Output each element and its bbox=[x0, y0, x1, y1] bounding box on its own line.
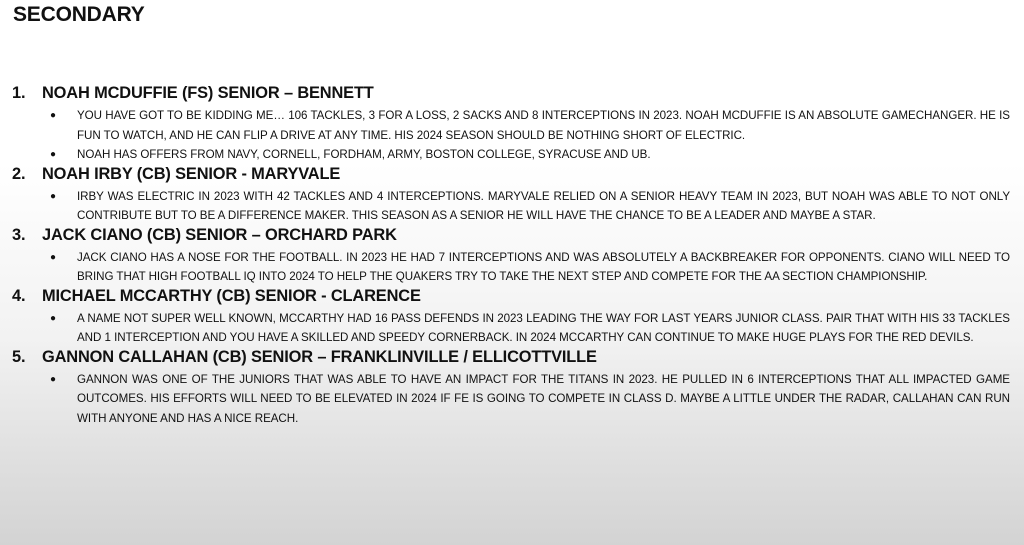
bullet-icon: ● bbox=[50, 373, 57, 385]
player-name: NOAH IRBY (CB) SENIOR - MARYVALE bbox=[42, 164, 341, 183]
player-item bbox=[12, 287, 1010, 348]
slide-title: SECONDARY bbox=[13, 3, 145, 26]
note-text: NOAH HAS OFFERS FROM NAVY, CORNELL, FORDHAM, ARMY, BOSTON COLLEGE, SYRACUSE AND UB. bbox=[77, 148, 651, 161]
note-item bbox=[49, 370, 1010, 429]
player-name: GANNON CALLAHAN (CB) SENIOR – FRANKLINVILLE / ELLICOTTVILLE bbox=[42, 347, 597, 366]
player-number: 2. bbox=[12, 164, 26, 183]
note-item bbox=[49, 145, 1010, 165]
player-notes bbox=[12, 248, 1010, 287]
player-notes bbox=[12, 309, 1010, 348]
note-item bbox=[49, 187, 1010, 226]
bullet-icon: ● bbox=[50, 251, 57, 263]
bullet-icon: ● bbox=[50, 149, 57, 160]
player-item bbox=[12, 165, 1010, 226]
player-heading bbox=[12, 287, 1010, 309]
player-number: 4. bbox=[12, 286, 26, 305]
player-list bbox=[12, 84, 1010, 428]
note-item bbox=[49, 248, 1010, 287]
note-text: YOU HAVE GOT TO BE KIDDING ME… 106 TACKLES, 3 FOR A LOSS, 2 SACKS AND 8 INTERCEPTIONS IN 2023. NOAH MCDUFFIE IS AN ABSOLUTE GAMECHANGER. HE IS FUN TO WATCH, AND HE CAN FLIP A DRIVE AT ANY TIME. HIS 2024 SEASON SHOULD BE NOTHING SHORT OF ELECTRIC. bbox=[77, 109, 1010, 142]
bullet-icon: ● bbox=[50, 312, 57, 324]
player-item bbox=[12, 226, 1010, 287]
player-notes bbox=[12, 106, 1010, 165]
player-name: MICHAEL MCCARTHY (CB) SENIOR - CLARENCE bbox=[42, 286, 421, 305]
note-text: JACK CIANO HAS A NOSE FOR THE FOOTBALL. IN 2023 HE HAD 7 INTERCEPTIONS AND WAS ABSOLUTELY A BACKBREAKER FOR OPPONENTS. CIANO WILL NEED TO BRING THAT HIGH FOOTBALL IQ INTO 2024 TO HELP THE QUAKERS TRY TO TAKE THE NEXT STEP AND COMPETE FOR THE AA SECTION CHAMPIONSHIP. bbox=[77, 250, 1010, 283]
player-item bbox=[12, 348, 1010, 429]
note-item bbox=[49, 106, 1010, 145]
player-name: NOAH MCDUFFIE (FS) SENIOR – BENNETT bbox=[42, 84, 374, 102]
player-heading bbox=[12, 348, 1010, 370]
note-item bbox=[49, 309, 1010, 348]
player-number: 1. bbox=[12, 84, 26, 102]
bullet-icon: ● bbox=[50, 190, 57, 202]
player-item bbox=[12, 84, 1010, 165]
player-notes bbox=[12, 370, 1010, 429]
player-heading bbox=[12, 84, 1010, 106]
player-heading bbox=[12, 226, 1010, 248]
player-name: JACK CIANO (CB) SENIOR – ORCHARD PARK bbox=[42, 225, 397, 244]
note-text: IRBY WAS ELECTRIC IN 2023 WITH 42 TACKLES AND 4 INTERCEPTIONS. MARYVALE RELIED ON A SENIOR HEAVY TEAM IN 2023, BUT NOAH WAS ABLE TO NOT ONLY CONTRIBUTE BUT TO BE A DIFFERENCE MAKER. THIS SEASON AS A SENIOR HE WILL HAVE THE CHANCE TO BE A LEADER AND MAYBE A STAR. bbox=[77, 189, 1010, 222]
player-number: 3. bbox=[12, 225, 26, 244]
bullet-icon: ● bbox=[50, 110, 57, 121]
note-text: GANNON WAS ONE OF THE JUNIORS THAT WAS ABLE TO HAVE AN IMPACT FOR THE TITANS IN 2023. HE PULLED IN 6 INTERCEPTIONS THAT ALL IMPACTED GAME OUTCOMES. HIS EFFORTS WILL NEED TO BE ELEVATED IN 2024 IF FE IS GOING TO COMPETE IN CLASS D. MAYBE A LITTLE UNDER THE RADAR, CALLAHAN CAN RUN WITH ANYONE AND HAS A NICE REACH. bbox=[77, 372, 1010, 425]
player-heading bbox=[12, 165, 1010, 187]
player-notes bbox=[12, 187, 1010, 226]
note-text: A NAME NOT SUPER WELL KNOWN, MCCARTHY HAD 16 PASS DEFENDS IN 2023 LEADING THE WAY FOR LAST YEARS JUNIOR CLASS. PAIR THAT WITH HIS 33 TACKLES AND 1 INTERCEPTION AND YOU HAVE A SKILLED AND SPEEDY CORNERBACK. IN 2024 MCCARTHY CAN CONTINUE TO MAKE HUGE PLAYS FOR THE RED DEVILS. bbox=[77, 311, 1010, 344]
player-number: 5. bbox=[12, 347, 26, 366]
